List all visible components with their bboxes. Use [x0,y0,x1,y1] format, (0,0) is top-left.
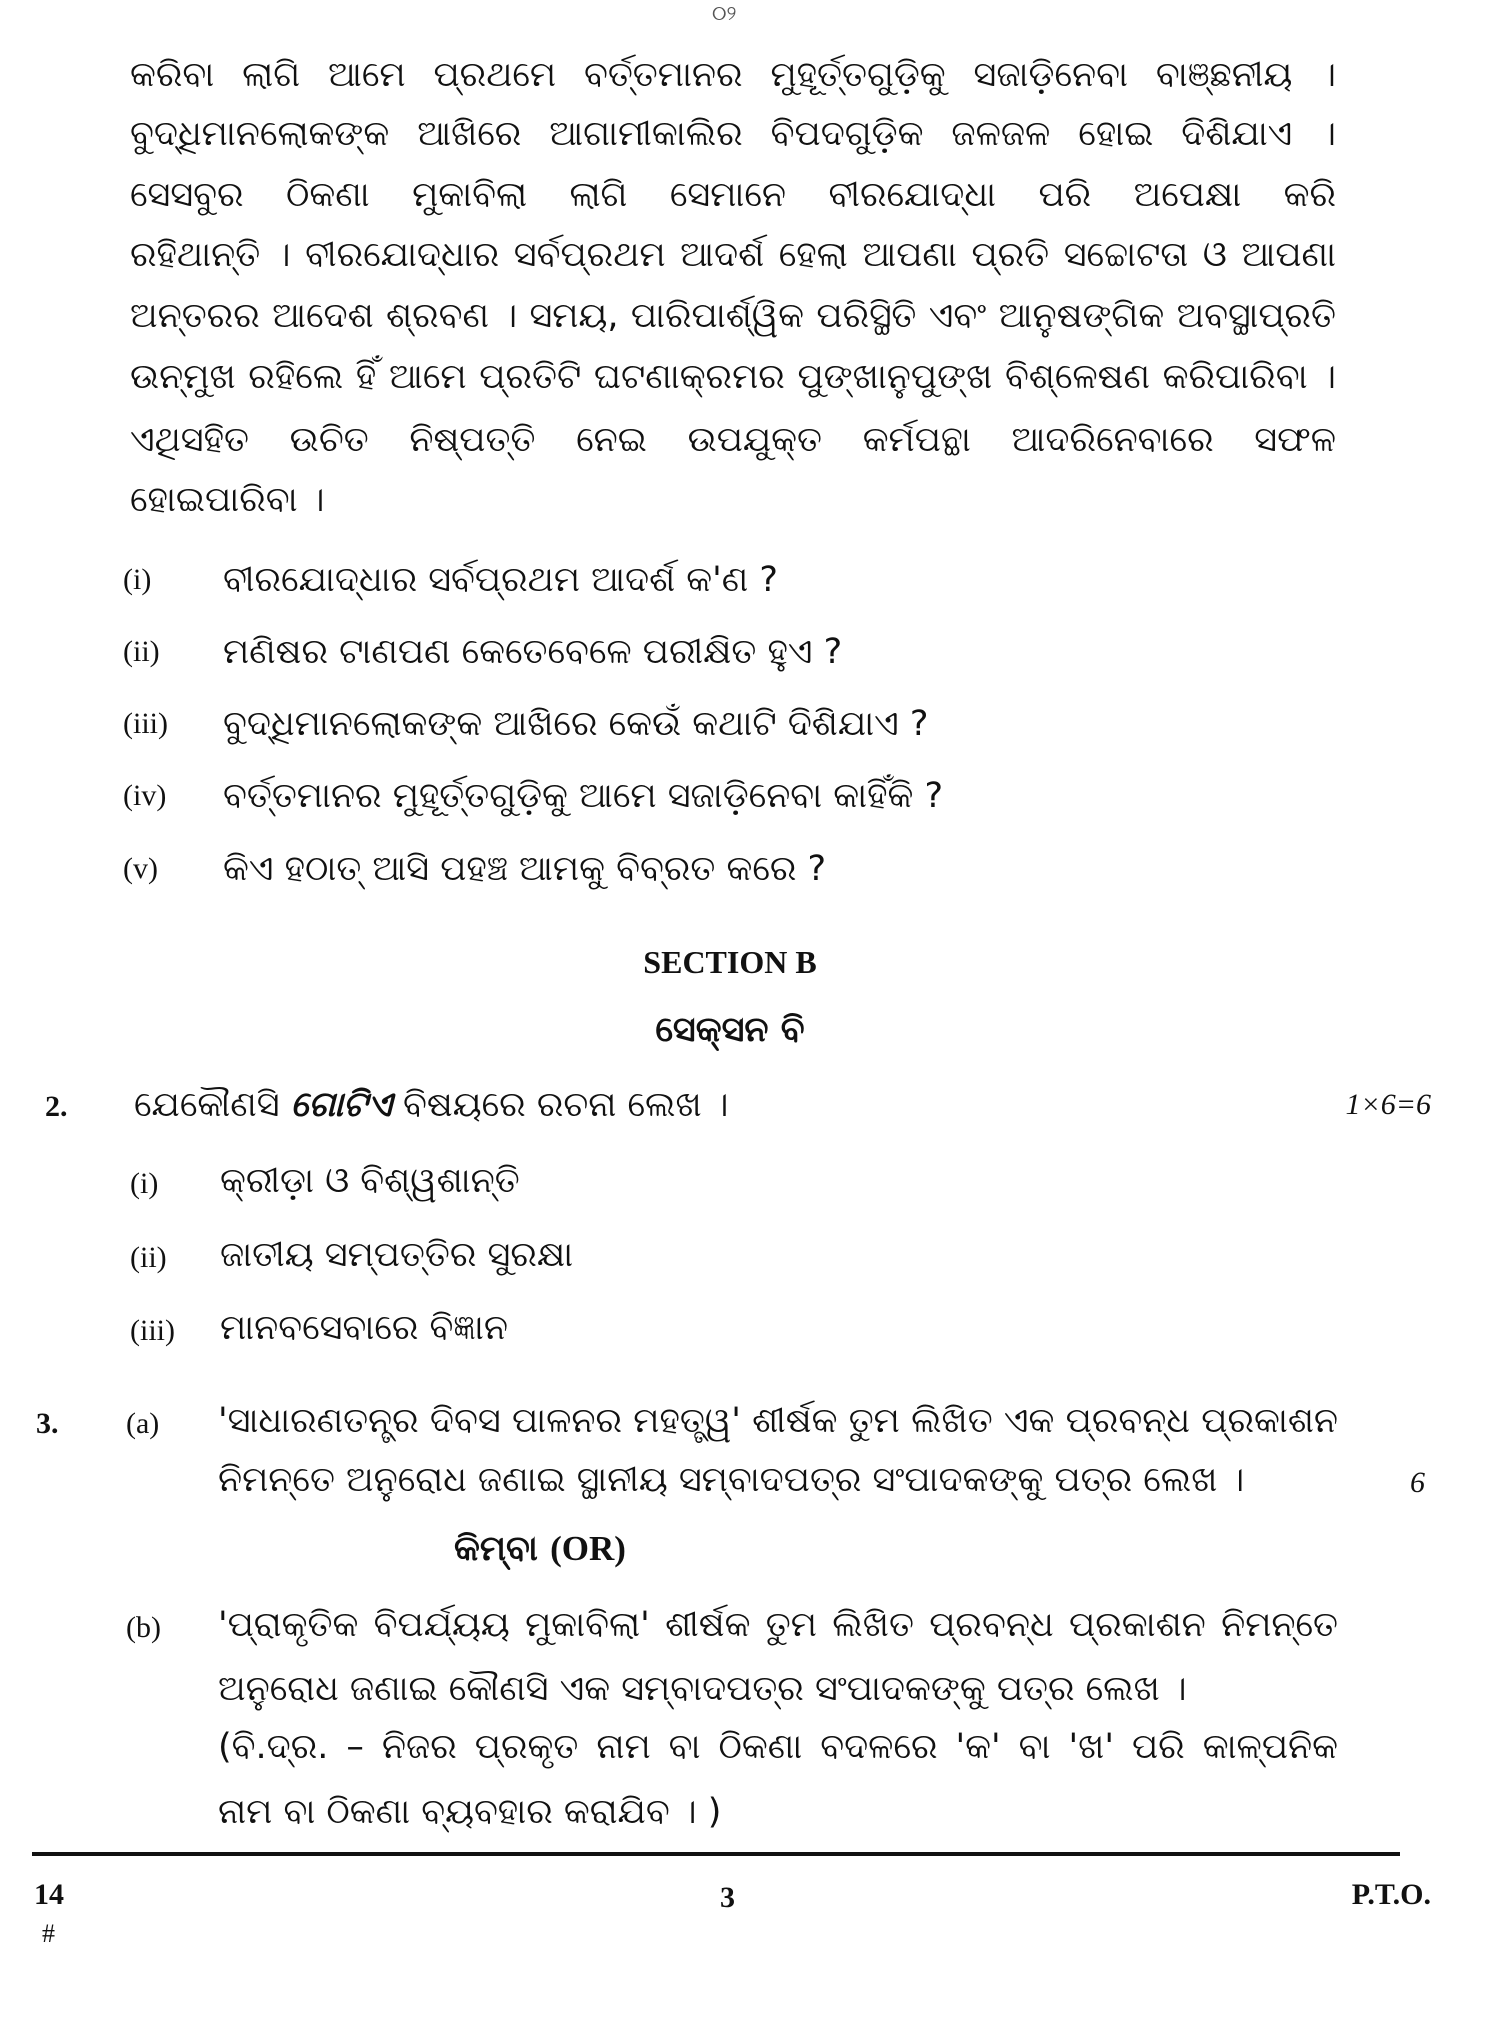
part-b-line: ଅନୁରୋଧ ଜଣାଇ କୌଣସି ଏକ ସମ୍ବାଦପତ୍ର ସଂପାଦକଙ୍କୁ ପତ୍ର ଲେଖ । [218,1669,1187,1709]
question-number: (i) [123,563,152,596]
passage-line: କରିବା ଲାଗି ଆମେ ପ୍ରଥମେ ବର୍ତ୍ତମାନର ମୁହୂର୍ତ୍ତଗୁଡ଼ିକୁ ସଜାଡ଼ିନେବା ବାଞ୍ଛନୀୟ । [130,55,1336,95]
part-label: (a) [126,1407,160,1440]
or-odia: କିମ୍ବା [454,1529,538,1569]
question-number: 3. [36,1407,59,1440]
question-number: (ii) [123,635,160,668]
passage-line: ରହିଥାନ୍ତି । ବୀରଯୋଦ୍ଧାର ସର୍ବପ୍ରଥମ ଆଦର୍ଶ ହେଲା ଆପଣା ପ୍ରତି ସଚ୍ଚୋଟତା ଓ ଆପଣା [130,235,1336,275]
passage-line: ଉନ୍ମୁଖ ରହିଲେ ହିଁ ଆମେ ପ୍ରତିଟି ଘଟଣାକ୍ରମର ପୁଙ୍ଖାନୁପୁଙ୍ଖ ବିଶ୍ଳେଷଣ କରିପାରିବା । [130,357,1336,397]
passage-line: ସେସବୁର ଠିକଣା ମୁକାବିଲା ଲାଗି ସେମାନେ ବୀରଯୋଦ୍ଧା ପରି ଅପେକ୍ଷା କରି [130,175,1336,215]
footer-divider [32,1852,1400,1856]
question-text [134,1083,729,1127]
passage-line: ବୁଦ୍ଧିମାନଲୋକଙ୍କ ଆଖିରେ ଆଗାମୀକାଲିର ବିପଦଗୁଡ଼ିକ ଜଳଜଳ ହୋଇ ଦିଶିଯାଏ । [130,114,1336,154]
question-text: ମଣିଷର ଟାଣପଣ କେତେବେଳେ ପରୀକ୍ଷିତ ହୁଏ ? [223,632,843,672]
question-text: ବର୍ତ୍ତମାନର ମୁହୂର୍ତ୍ତଗୁଡ଼ିକୁ ଆମେ ସଜାଡ଼ିନେବା କାହିଁକି ? [223,776,944,816]
question-text: ବୁଦ୍ଧିମାନଲୋକଙ୍କ ଆଖିରେ କେଉଁ କଥାଟି ଦିଶିଯାଏ ? [223,704,929,744]
part-b-line: 'ପ୍ରାକୃତିକ ବିପର୍ଯ୍ୟୟ ମୁକାବିଲା' ଶୀର୍ଷକ ତୁମ ଲିଖିତ ପ୍ରବନ୍ଧ ପ୍ରକାଶନ ନିମନ୍ତେ [218,1605,1338,1645]
part-b-line: ନାମ ବା ଠିକଣା ବ୍ୟବହାର କରାଯିବ । ) [218,1792,722,1832]
option-number: (i) [130,1167,159,1200]
marks: 1×6=6 [1345,1088,1431,1121]
part-a-line: ନିମନ୍ତେ ଅନୁରୋଧ ଜଣାଇ ସ୍ଥାନୀୟ ସମ୍ବାଦପତ୍ର ସଂପାଦକଙ୍କୁ ପତ୍ର ଲେଖ । [218,1460,1245,1500]
text: ବିଷୟରେ ରଚନା ଲେଖ । [391,1085,729,1125]
option-text: ଜାତୀୟ ସମ୍ପତ୍ତିର ସୁରକ୍ଷା [220,1235,574,1275]
question-number: (v) [123,852,158,885]
part-label: (b) [126,1611,161,1644]
option-text: ମାନବସେବାରେ ବିଜ୍ଞାନ [220,1308,508,1348]
header-mark: ୦୨ [712,1,737,25]
pto-label: P.T.O. [1351,1878,1431,1911]
section-title-odia: ସେକ୍ସନ ବି [655,1010,805,1050]
question-text: କିଏ ହଠାତ୍ ଆସି ପହଞ୍ଚ ଆମକୁ ବିବ୍ରତ କରେ ? [223,849,827,889]
marks: 6 [1410,1466,1425,1499]
or-english: (OR) [550,1529,626,1568]
emphasis: ଗୋଟିଏ [290,1085,392,1125]
option-text: କ୍ରୀଡ଼ା ଓ ବିଶ୍ୱଶାନ୍ତି [220,1161,520,1201]
question-text: ବୀରଯୋଦ୍ଧାର ସର୍ବପ୍ରଥମ ଆଦର୍ଶ କ'ଣ ? [223,560,778,600]
passage-line: ଅନ୍ତରର ଆଦେଶ ଶ୍ରବଣ । ସମୟ, ପାରିପାର୍ଶ୍ୱିକ ପରିସ୍ଥିତି ଏବଂ ଆନୁଷଙ୍ଗିକ ଅବସ୍ଥାପ୍ରତି [130,296,1336,336]
section-title: SECTION B [643,944,817,980]
part-b-line: (ବି.ଦ୍ର. – ନିଜର ପ୍ରକୃତ ନାମ ବା ଠିକଣା ବଦଳରେ 'କ' ବା 'ଖ' ପରି କାଳ୍ପନିକ [218,1727,1338,1767]
option-number: (iii) [130,1314,175,1347]
passage-line: ଏଥିସହିତ ଉଚିତ ନିଷ୍ପତ୍ତି ନେଇ ଉପଯୁକ୍ତ କର୍ମପନ୍ଥା ଆଦରିନେବାରେ ସଫଳ [130,420,1336,460]
hash-mark: # [42,1919,55,1948]
part-a-line: 'ସାଧାରଣତନ୍ତ୍ର ଦିବସ ପାଳନର ମହତ୍ତ୍ୱ' ଶୀର୍ଷକ ତୁମ ଲିଖିତ ଏକ ପ୍ରବନ୍ଧ ପ୍ରକାଶନ [218,1401,1338,1441]
question-number: (iii) [123,707,168,740]
option-number: (ii) [130,1241,167,1274]
paper-code: 14 [34,1878,64,1911]
passage-line: ହୋଇପାରିବା । [130,480,325,520]
page-number: 3 [720,1881,735,1914]
question-number: 2. [45,1090,68,1123]
text: ଯେକୌଣସି [134,1085,291,1125]
question-number: (iv) [123,779,167,812]
or-label [454,1527,626,1571]
